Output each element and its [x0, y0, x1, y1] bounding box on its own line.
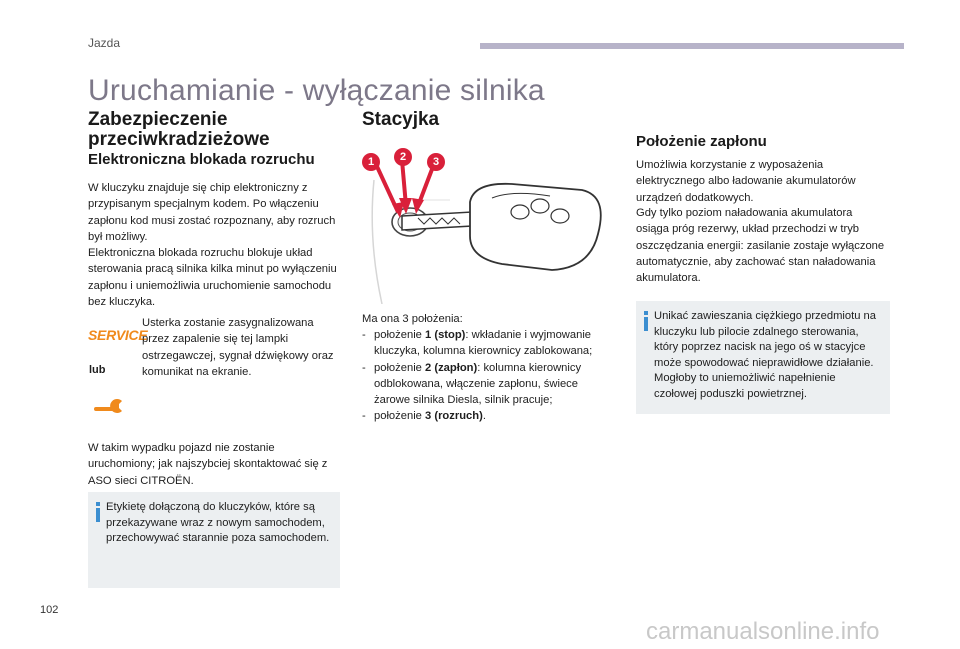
positions-intro: Ma ona 3 położenia: — [362, 313, 463, 325]
info-icon — [96, 502, 100, 522]
callout-3: 3 — [427, 153, 445, 171]
left-paragraph-2: Elektroniczna blokada rozruchu blokuje układ sterowania pracą silnika kilka minut po wyłączeniu zapłonu i uniemożliwia uruchomienie samochodu bez kluczyka. — [88, 247, 337, 308]
warning-description: Usterka zostanie zasygnalizowana przez zapalenie się tej lampki ostrzegawczej, sygnał dźwiękowy oraz komunikat na ekranie. — [142, 317, 334, 378]
or-label: lub — [89, 364, 106, 376]
tip-box-left — [88, 492, 340, 588]
tip-text-left: Etykietę dołączoną do kluczyków, które są przekazywane wraz z nowym samochodem, przechowywać starannie poza samochodem. — [106, 501, 330, 545]
left-paragraph-1: W kluczyku znajduje się chip elektroniczny z przypisanym specjalnym kodem. Po włączeniu zapłonu kod musi zostać rozpoznany, aby rozruch był możliwy. — [88, 182, 336, 243]
list-item: - położenie 1 (stop): wkładanie i wyjmowanie kluczyka, kolumna kierownicy zablokowana; — [362, 329, 593, 358]
left-paragraph-3: W takim wypadku pojazd nie zostanie uruchomiony; jak najszybciej skontaktować się z ASO sieci CITROËN. — [88, 442, 328, 487]
left-heading: Zabezpieczenie przeciwkradzieżowe — [88, 109, 270, 150]
watermark: carmanualsonline.info — [646, 618, 880, 645]
right-paragraph: Umożliwia korzystanie z wyposażenia elektrycznego albo ładowanie akumulatorów urządzeń dodatkowych. — [636, 159, 856, 204]
left-subheading: Elektroniczna blokada rozruchu — [88, 151, 315, 168]
wrench-icon — [94, 398, 128, 419]
right-paragraph-2: Gdy tylko poziom naładowania akumulatora osiąga próg rezerwy, układ przechodzi w tryb oszczędzania energii: zasilanie zostaje wyłączone automatycznie, aby zachować stan naładowania akumulatora. — [636, 207, 885, 285]
header-accent-bar — [480, 43, 904, 49]
list-item: - położenie 3 (rozruch). — [362, 410, 486, 423]
callout-2: 2 — [394, 148, 412, 166]
middle-heading: Stacyjka — [362, 109, 440, 130]
list-item: - położenie 2 (zapłon): kolumna kierownicy odblokowana, włączenie zapłonu, świece żarowe silnika Diesla, silnik pracuje; — [362, 361, 582, 407]
info-icon — [644, 311, 648, 331]
tip-box-right — [636, 301, 890, 414]
page-title: Uruchamianie - wyłączanie silnika — [88, 74, 545, 107]
service-warning-icon: SERVICE — [88, 327, 148, 343]
right-heading: Położenie zapłonu — [636, 133, 767, 150]
callout-1: 1 — [362, 153, 380, 171]
tip-text-right: Unikać zawieszania ciężkiego przedmiotu na kluczyku lub pilocie zdalnego sterowania, który poprzez nacisk na jego oś w stacyjce może spowodować nieprawidłowe działanie. Mogłoby to uniemożliwić napełnienie czołowej poduszki powietrznej. — [654, 310, 876, 400]
page-number: 102 — [40, 604, 59, 616]
section-label: Jazda — [88, 36, 121, 50]
positions-list — [362, 327, 614, 425]
